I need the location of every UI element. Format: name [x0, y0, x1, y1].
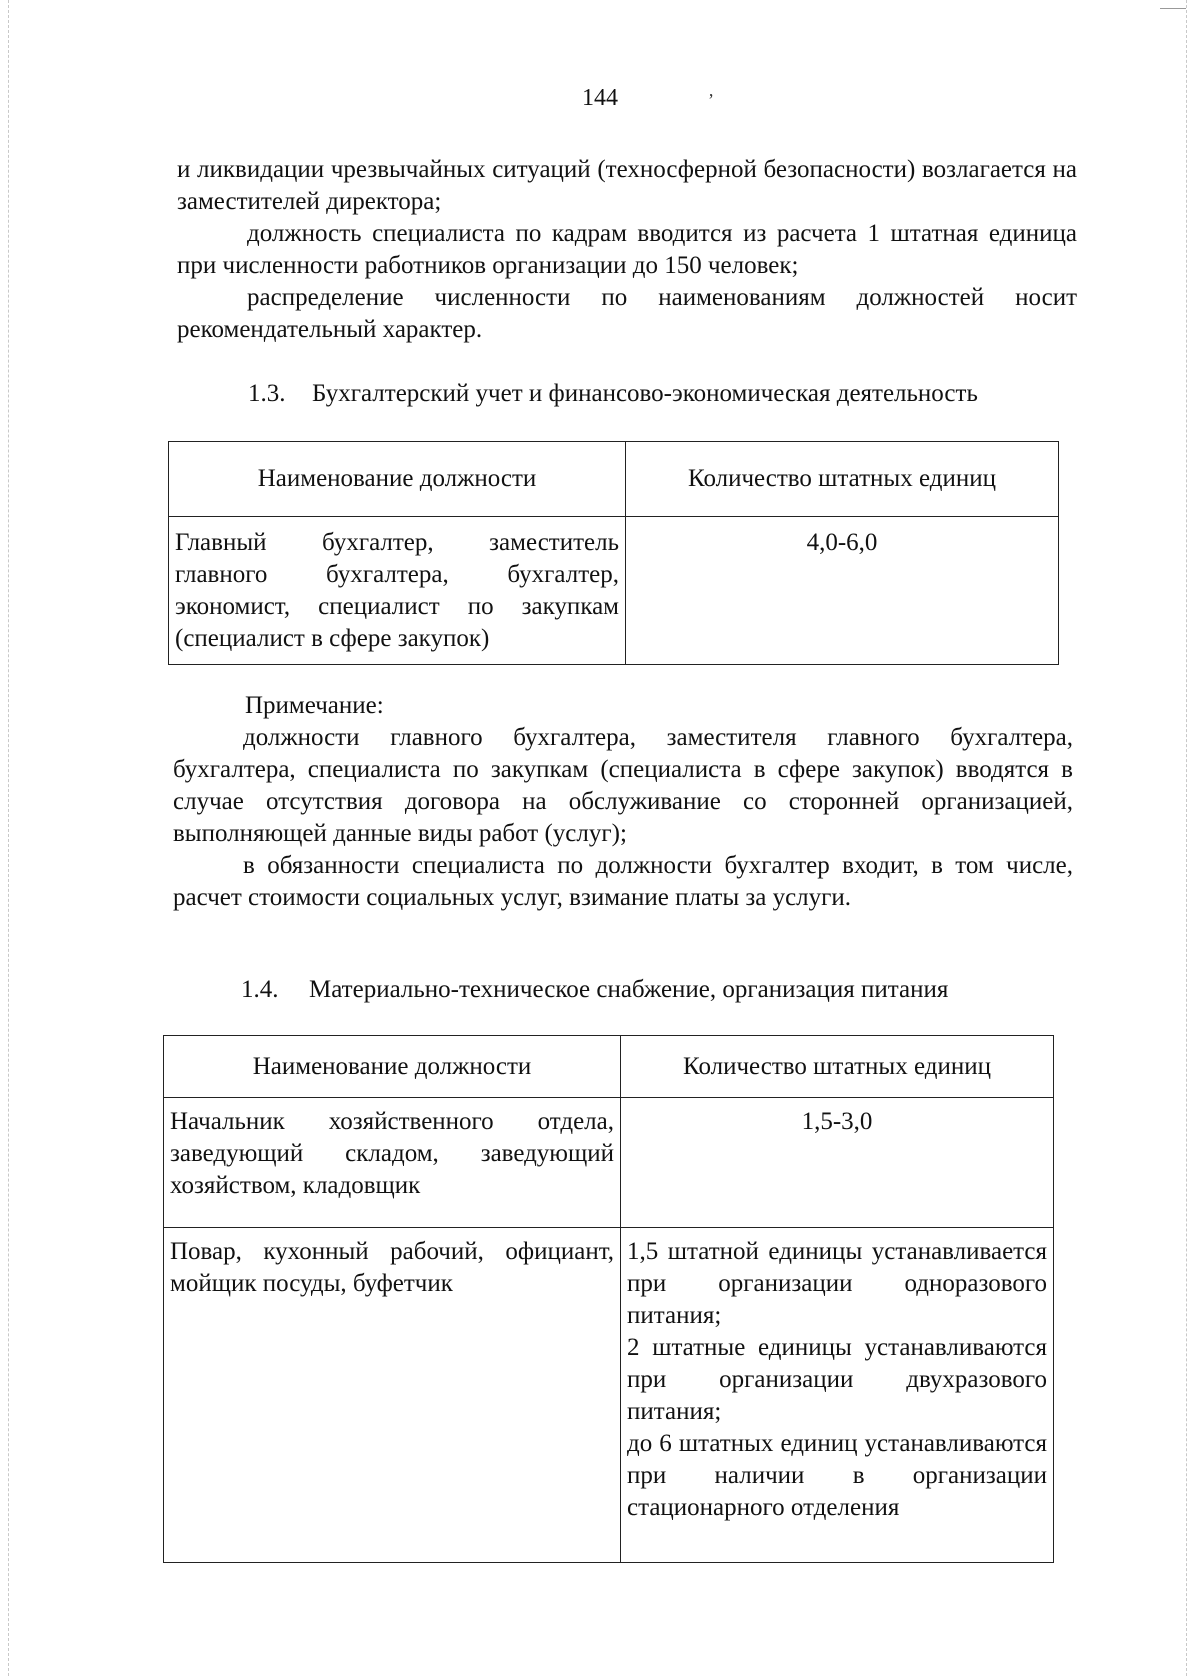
- table-header-row: [169, 442, 1059, 517]
- scan-edge-left: [8, 0, 9, 1676]
- intro-text: [177, 154, 1077, 346]
- section-1-4-heading: [241, 974, 1091, 1006]
- cell-units: 1,5-3,0: [621, 1098, 1054, 1228]
- units-line-1: 1,5 штатной единицы устанавливается при организации одноразового питания;: [627, 1238, 1047, 1329]
- page-number: 144: [582, 85, 618, 111]
- cell-position: Главный бухгалтер, заместитель главного бухгалтера, бухгалтер, экономист, специалист по закупкам (специалист в сфере закупок): [169, 517, 626, 665]
- note-paragraph-1: должности главного бухгалтера, заместителя главного бухгалтера, бухгалтера, специалиста по закупкам (специалиста в сфере закупок) вводятся в случае отсутствия договора на обслуживание со сторонней организацией, выполняющей данные виды работ (услуг);: [173, 724, 1073, 847]
- cell-units: [621, 1228, 1054, 1563]
- units-line-2: 2 штатные единицы устанавливаются при организации двухразового питания;: [627, 1334, 1047, 1425]
- table-header-row: [164, 1036, 1054, 1098]
- table-supply-catering: [163, 1035, 1054, 1563]
- scan-corner-mark: [1160, 8, 1186, 9]
- section-1-4-title: Материально-техническое снабжение, организация питания: [309, 976, 949, 1003]
- scan-edge-right: [1186, 0, 1187, 1676]
- intro-paragraph-2: должность специалиста по кадрам вводится из расчета 1 штатная единица при численности работников организации до 150 человек;: [177, 220, 1077, 279]
- table-row: [164, 1098, 1054, 1228]
- header-units: Количество штатных единиц: [621, 1036, 1054, 1098]
- section-1-3-heading: [248, 378, 1098, 410]
- header-position: Наименование должности: [169, 442, 626, 517]
- intro-paragraph-1: и ликвидации чрезвычайных ситуаций (техносферной безопасности) возлагается на заместителей директора;: [177, 156, 1077, 215]
- units-line-3: до 6 штатных единиц устанавливаются при наличии в организации стационарного отделения: [627, 1430, 1047, 1521]
- header-units: Количество штатных единиц: [626, 442, 1059, 517]
- table-accounting: [168, 441, 1059, 665]
- header-position: Наименование должности: [164, 1036, 621, 1098]
- intro-paragraph-3: распределение численности по наименованиям должностей носит рекомендательный характер.: [177, 284, 1077, 343]
- note-paragraph-2: в обязанности специалиста по должности бухгалтер входит, в том числе, расчет стоимости социальных услуг, взимание платы за услуги.: [173, 852, 1073, 911]
- cell-position: Повар, кухонный рабочий, официант, мойщик посуды, буфетчик: [164, 1228, 621, 1563]
- table-row: [164, 1228, 1054, 1563]
- section-1-3-title: Бухгалтерский учет и финансово-экономическая деятельность: [312, 380, 978, 407]
- cell-position: Начальник хозяйственного отдела, заведующий складом, заведующий хозяйством, кладовщик: [164, 1098, 621, 1228]
- note-title: Примечание:: [245, 692, 384, 719]
- pen-tick-mark: ’: [708, 90, 714, 110]
- section-1-3-number: 1.3.: [248, 380, 286, 407]
- note-block: [173, 690, 1073, 914]
- section-1-4-number: 1.4.: [241, 976, 279, 1003]
- table-row: [169, 517, 1059, 665]
- cell-units: 4,0-6,0: [626, 517, 1059, 665]
